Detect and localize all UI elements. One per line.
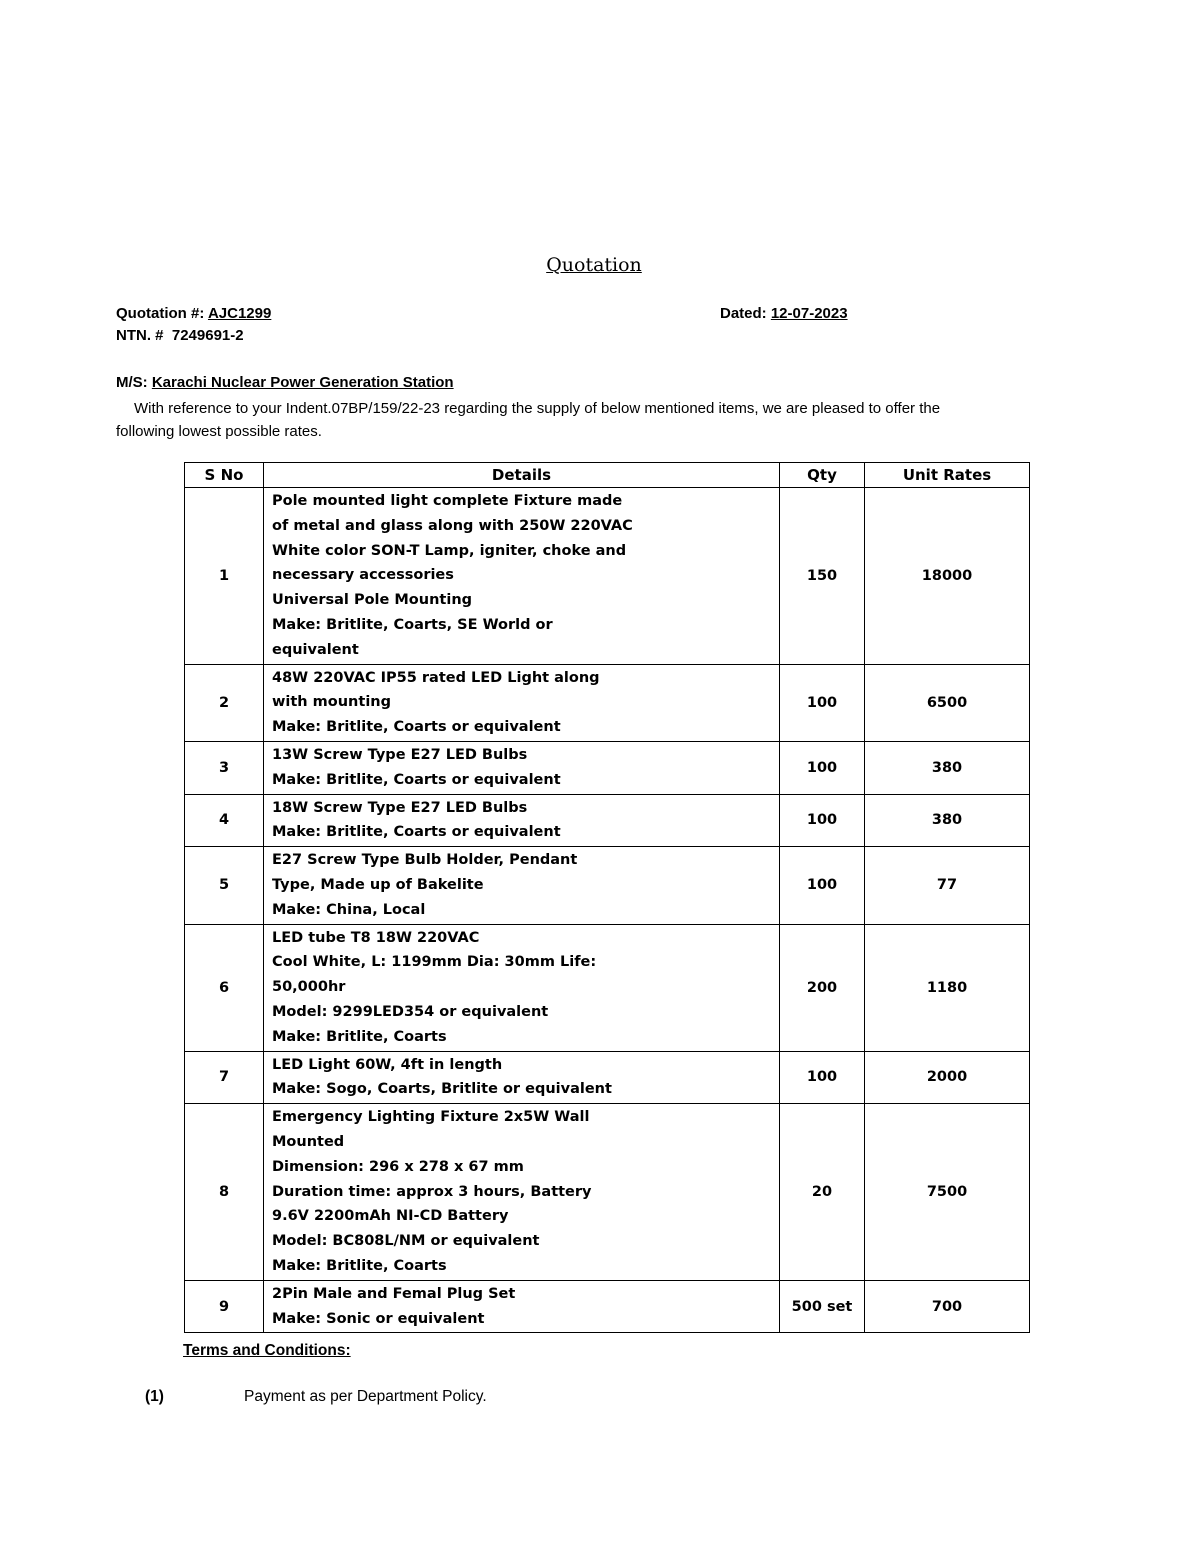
item-detail-line: equivalent <box>272 641 359 658</box>
item-detail-line: 18W Screw Type E27 LED Bulbs <box>272 799 528 816</box>
item-sno: 8 <box>185 1104 264 1281</box>
table-body <box>185 488 1030 1333</box>
item-detail-line: LED tube T8 18W 220VAC <box>272 929 480 946</box>
item-details <box>264 924 780 1051</box>
item-sno: 5 <box>185 847 264 924</box>
item-unit-rate: 380 <box>865 741 1030 794</box>
item-details <box>264 741 780 794</box>
table-row <box>185 1104 1030 1281</box>
quotation-items-table <box>184 462 1030 1333</box>
item-detail-line: Emergency Lighting Fixture 2x5W Wall <box>272 1109 590 1126</box>
term-text: Payment as per Department Policy. <box>244 1388 487 1405</box>
item-qty: 100 <box>780 664 865 741</box>
item-unit-rate: 6500 <box>865 664 1030 741</box>
table-header-row <box>185 463 1030 488</box>
item-detail-line: Make: Sonic or equivalent <box>272 1310 485 1327</box>
item-unit-rate: 1180 <box>865 924 1030 1051</box>
item-sno: 1 <box>185 488 264 665</box>
header-unit-rates: Unit Rates <box>865 463 1030 488</box>
header-details: Details <box>264 463 780 488</box>
item-unit-rate: 380 <box>865 794 1030 847</box>
item-detail-line: Make: Sogo, Coarts, Britlite or equivalent <box>272 1081 612 1098</box>
table-row <box>185 924 1030 1051</box>
item-sno: 3 <box>185 741 264 794</box>
item-details <box>264 1104 780 1281</box>
item-detail-line: Type, Made up of Bakelite <box>272 876 484 893</box>
item-qty: 100 <box>780 741 865 794</box>
item-detail-line: of metal and glass along with 250W 220VAC <box>272 517 633 534</box>
item-detail-line: 13W Screw Type E27 LED Bulbs <box>272 746 528 763</box>
item-detail-line: Mounted <box>272 1133 345 1150</box>
item-qty: 100 <box>780 847 865 924</box>
item-detail-line: Make: Britlite, Coarts <box>272 1028 447 1045</box>
customer-name: Karachi Nuclear Power Generation Station <box>151 374 454 391</box>
item-detail-line: White color SON-T Lamp, igniter, choke and <box>272 542 627 559</box>
item-detail-line: Make: Britlite, Coarts <box>272 1257 447 1274</box>
quotation-number-value: AJC1299 <box>207 305 272 322</box>
ntn-number <box>116 327 244 344</box>
item-qty: 100 <box>780 794 865 847</box>
ntn-value: 7249691-2 <box>171 327 244 344</box>
item-detail-line: with mounting <box>272 694 391 711</box>
item-details <box>264 664 780 741</box>
item-detail-line: 50,000hr <box>272 979 346 996</box>
item-qty: 500 set <box>780 1280 865 1333</box>
intro-line-2: following lowest possible rates. <box>116 423 322 440</box>
quotation-number-label: Quotation #: <box>116 305 205 322</box>
item-sno: 2 <box>185 664 264 741</box>
item-unit-rate: 2000 <box>865 1051 1030 1104</box>
header-qty: Qty <box>780 463 865 488</box>
ntn-label: NTN. # <box>116 327 164 344</box>
item-detail-line: LED Light 60W, 4ft in length <box>272 1056 503 1073</box>
customer-label: M/S: <box>116 374 148 391</box>
item-detail-line: Universal Pole Mounting <box>272 592 473 609</box>
quotation-date <box>720 305 848 322</box>
item-unit-rate: 700 <box>865 1280 1030 1333</box>
table-row <box>185 847 1030 924</box>
customer-line <box>116 374 454 391</box>
item-detail-line: 9.6V 2200mAh NI-CD Battery <box>272 1208 509 1225</box>
item-qty: 200 <box>780 924 865 1051</box>
item-unit-rate: 7500 <box>865 1104 1030 1281</box>
item-detail-line: Pole mounted light complete Fixture made <box>272 493 623 509</box>
table-row <box>185 488 1030 665</box>
quotation-number <box>116 305 271 322</box>
table-row <box>185 664 1030 741</box>
intro-line-1: With reference to your Indent.07BP/159/22-23 regarding the supply of below mentioned items, we are pleased to offer the <box>134 400 941 417</box>
item-qty: 100 <box>780 1051 865 1104</box>
item-detail-line: Dimension: 296 x 278 x 67 mm <box>272 1158 524 1175</box>
date-value: 12-07-2023 <box>770 305 848 322</box>
item-detail-line: 2Pin Male and Femal Plug Set <box>272 1285 516 1302</box>
item-sno: 4 <box>185 794 264 847</box>
term-number: (1) <box>145 1388 164 1405</box>
item-detail-line: necessary accessories <box>272 567 454 584</box>
item-detail-line: Model: BC808L/NM or equivalent <box>272 1233 540 1250</box>
item-details <box>264 488 780 665</box>
item-detail-line: 48W 220VAC IP55 rated LED Light along <box>272 669 600 686</box>
item-sno: 9 <box>185 1280 264 1333</box>
item-detail-line: Make: Britlite, Coarts, SE World or <box>272 616 553 633</box>
item-detail-line: Model: 9299LED354 or equivalent <box>272 1003 549 1020</box>
item-detail-line: Make: Britlite, Coarts or equivalent <box>272 719 561 736</box>
page-title: Quotation <box>546 254 642 276</box>
item-detail-line: Make: Britlite, Coarts or equivalent <box>272 824 561 841</box>
date-label: Dated: <box>720 305 767 322</box>
header-sno: S No <box>185 463 264 488</box>
item-details <box>264 1051 780 1104</box>
item-detail-line: Make: China, Local <box>272 901 426 918</box>
item-detail-line: Cool White, L: 1199mm Dia: 30mm Life: <box>272 954 597 971</box>
table-row <box>185 741 1030 794</box>
table-row <box>185 1280 1030 1333</box>
item-unit-rate: 18000 <box>865 488 1030 665</box>
table-row <box>185 1051 1030 1104</box>
item-details <box>264 847 780 924</box>
item-detail-line: Duration time: approx 3 hours, Battery <box>272 1183 592 1200</box>
item-details <box>264 1280 780 1333</box>
item-detail-line: Make: Britlite, Coarts or equivalent <box>272 771 561 788</box>
table-row <box>185 794 1030 847</box>
item-sno: 6 <box>185 924 264 1051</box>
terms-heading: Terms and Conditions: <box>183 1342 351 1359</box>
item-sno: 7 <box>185 1051 264 1104</box>
item-qty: 150 <box>780 488 865 665</box>
item-unit-rate: 77 <box>865 847 1030 924</box>
item-qty: 20 <box>780 1104 865 1281</box>
item-detail-line: E27 Screw Type Bulb Holder, Pendant <box>272 852 578 869</box>
item-details <box>264 794 780 847</box>
